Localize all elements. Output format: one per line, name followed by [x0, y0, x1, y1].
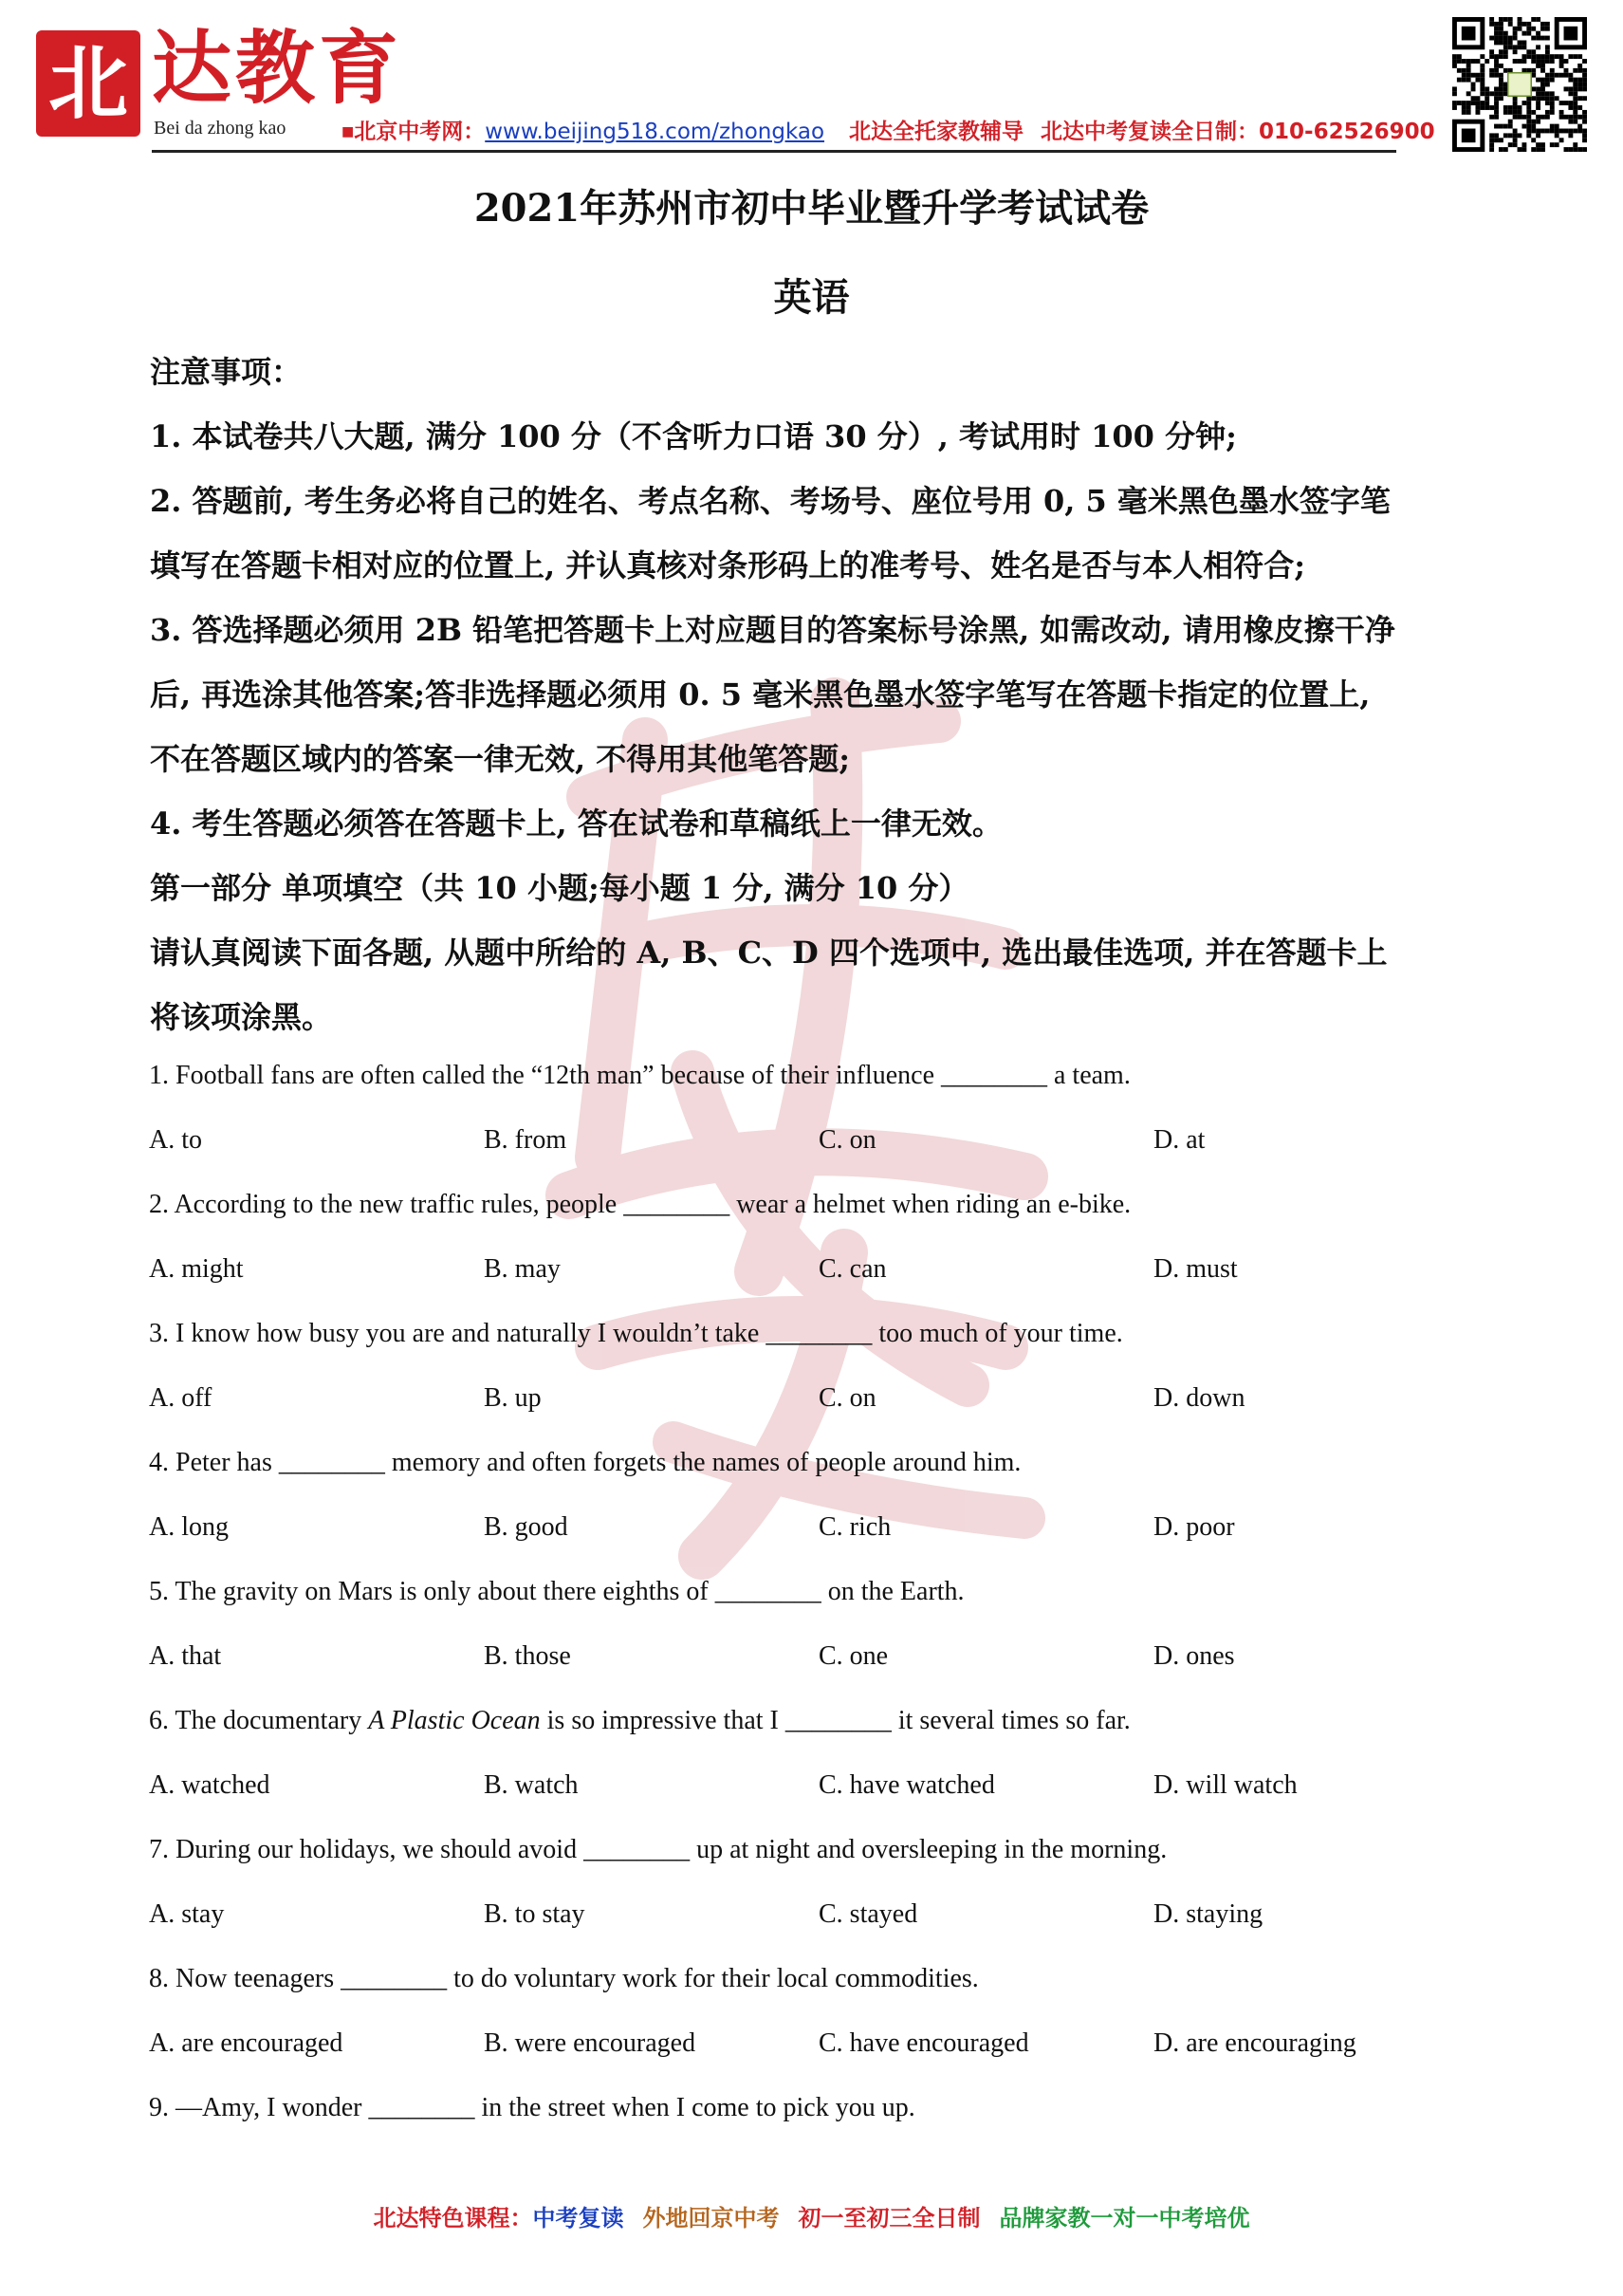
- notice-heading: 注意事项：: [150, 354, 303, 390]
- header-ad-phone: 北达中考复读全日制：010-62526900: [1041, 120, 1435, 144]
- footer-course: 初一至初三全日制: [798, 2205, 981, 2231]
- option-d: D. will watch: [1153, 1770, 1298, 1800]
- footer-label: 北达特色课程：: [373, 2205, 533, 2231]
- logo-mark: 北: [36, 30, 140, 137]
- notice-line: 后, 再选涂其他答案;答非选择题必须用 0. 5 毫米黑色墨水签字笔写在答题卡指定的位置上,: [150, 676, 1371, 713]
- page-header: [0, 0, 1623, 161]
- notice-line: 3. 答选择题必须用 2B 铅笔把答题卡上对应题目的答案标号涂黑, 如需改动, 请用橡皮擦干净: [150, 612, 1395, 648]
- question-stem: 5. The gravity on Mars is only about there eighths of ________ on the Earth.: [149, 1577, 965, 1606]
- option-a: A. that: [149, 1641, 222, 1671]
- footer-course: 品牌家教一对一中考培优: [999, 2205, 1250, 2231]
- footer-course: 中考复读: [532, 2205, 624, 2231]
- option-d: D. at: [1153, 1125, 1206, 1155]
- question-stem: 7. During our holidays, we should avoid ________ up at night and oversleeping in the morning.: [149, 1835, 1168, 1864]
- option-row: [149, 1500, 1496, 1565]
- section-directions: 将该项涂黑。: [150, 999, 333, 1035]
- notice-line: 填写在答题卡相对应的位置上, 并认真核对条形码上的准考号、姓名是否与本人相符合;: [150, 547, 1306, 583]
- option-c: C. on: [819, 1125, 876, 1155]
- option-c: C. one: [819, 1641, 889, 1671]
- option-c: C. rich: [819, 1512, 892, 1542]
- option-b: B. good: [484, 1512, 568, 1542]
- option-d: D. are encouraging: [1153, 2028, 1356, 2058]
- option-a: A. watched: [149, 1770, 270, 1800]
- option-b: B. watch: [484, 1770, 579, 1800]
- footer-course: 外地回京中考: [642, 2205, 780, 2231]
- instructions-block: [150, 340, 1497, 1049]
- site-label: 北京中考网：: [354, 120, 486, 144]
- option-c: C. stayed: [819, 1899, 918, 1929]
- option-b: B. to stay: [484, 1899, 585, 1929]
- square-bullet-icon: ■: [341, 124, 355, 139]
- notice-line: 1. 本试卷共八大题, 满分 100 分（不含听力口语 30 分）, 考试用时 100 分钟;: [150, 418, 1237, 454]
- option-b: B. those: [484, 1641, 571, 1671]
- option-b: B. from: [484, 1125, 567, 1155]
- option-a: A. are encouraged: [149, 2028, 343, 2058]
- option-a: A. stay: [149, 1899, 225, 1929]
- section-heading: 第一部分 单项填空（共 10 小题;每小题 1 分, 满分 10 分）: [150, 870, 969, 906]
- question-list: [149, 1048, 1496, 2145]
- subject-title: 英语: [773, 275, 850, 320]
- header-divider: [152, 150, 1396, 153]
- header-ad-tutoring: 北达全托家教辅导: [849, 120, 1024, 144]
- option-row: [149, 1371, 1496, 1435]
- notice-line: 不在答题区域内的答案一律无效, 不得用其他笔答题;: [150, 741, 851, 777]
- option-row: [149, 1113, 1496, 1177]
- question-stem: 9. —Amy, I wonder ________ in the street when I come to pick you up.: [149, 2093, 915, 2122]
- option-b: B. up: [484, 1383, 542, 1413]
- option-c: C. have encouraged: [819, 2028, 1029, 2058]
- question-stem: [149, 1694, 1496, 1758]
- documentary-title: A Plastic Ocean: [368, 1706, 541, 1735]
- option-row: [149, 1887, 1496, 1952]
- option-d: D. down: [1153, 1383, 1245, 1413]
- notice-line: 2. 答题前, 考生务必将自己的姓名、考点名称、考场号、座位号用 0, 5 毫米黑色墨水签字笔: [150, 483, 1391, 519]
- option-a: A. might: [149, 1254, 244, 1284]
- stem-part: 6. The documentary: [149, 1706, 369, 1735]
- option-c: C. have watched: [819, 1770, 995, 1800]
- page-footer: [0, 2199, 1623, 2232]
- question-stem: 2. According to the new traffic rules, people ________ wear a helmet when riding an e-bike.: [149, 1190, 1132, 1219]
- site-url-link[interactable]: www.beijing518.com/zhongkao: [485, 120, 825, 144]
- option-a: A. long: [149, 1512, 229, 1542]
- option-c: C. can: [819, 1254, 887, 1284]
- qr-code-icon: [1449, 17, 1590, 152]
- option-row: [149, 1629, 1496, 1694]
- question-stem: 4. Peter has ________ memory and often forgets the names of people around him.: [149, 1448, 1022, 1477]
- option-d: D. ones: [1153, 1641, 1235, 1671]
- option-d: D. staying: [1153, 1899, 1263, 1929]
- logo-subtitle: Bei da zhong kao: [154, 118, 286, 139]
- logo-title: 达教育: [152, 21, 403, 115]
- question-stem: 8. Now teenagers ________ to do voluntary work for their local commodities.: [149, 1964, 979, 1993]
- stem-part: is so impressive that I ________ it several times so far.: [540, 1706, 1131, 1735]
- option-a: A. off: [149, 1383, 212, 1413]
- option-row: [149, 2016, 1496, 2081]
- option-row: [149, 1242, 1496, 1306]
- notice-line: 4. 考生答题必须答在答题卡上, 答在试卷和草稿纸上一律无效。: [150, 805, 1003, 842]
- exam-title: 2021年苏州市初中毕业暨升学考试试卷: [473, 186, 1150, 231]
- option-a: A. to: [149, 1125, 202, 1155]
- option-row: [149, 1758, 1496, 1823]
- option-c: C. on: [819, 1383, 876, 1413]
- option-b: B. may: [484, 1254, 561, 1284]
- option-b: B. were encouraged: [484, 2028, 696, 2058]
- option-d: D. must: [1153, 1254, 1238, 1284]
- section-directions: 请认真阅读下面各题, 从题中所给的 A, B、C、D 四个选项中, 选出最佳选项, 并在答题卡上: [150, 935, 1388, 971]
- question-stem: 3. I know how busy you are and naturally I wouldn’t take ________ too much of your time.: [149, 1319, 1123, 1348]
- question-stem: 1. Football fans are often called the “12th man” because of their influence ________ a team.: [149, 1061, 1131, 1090]
- option-d: D. poor: [1153, 1512, 1235, 1542]
